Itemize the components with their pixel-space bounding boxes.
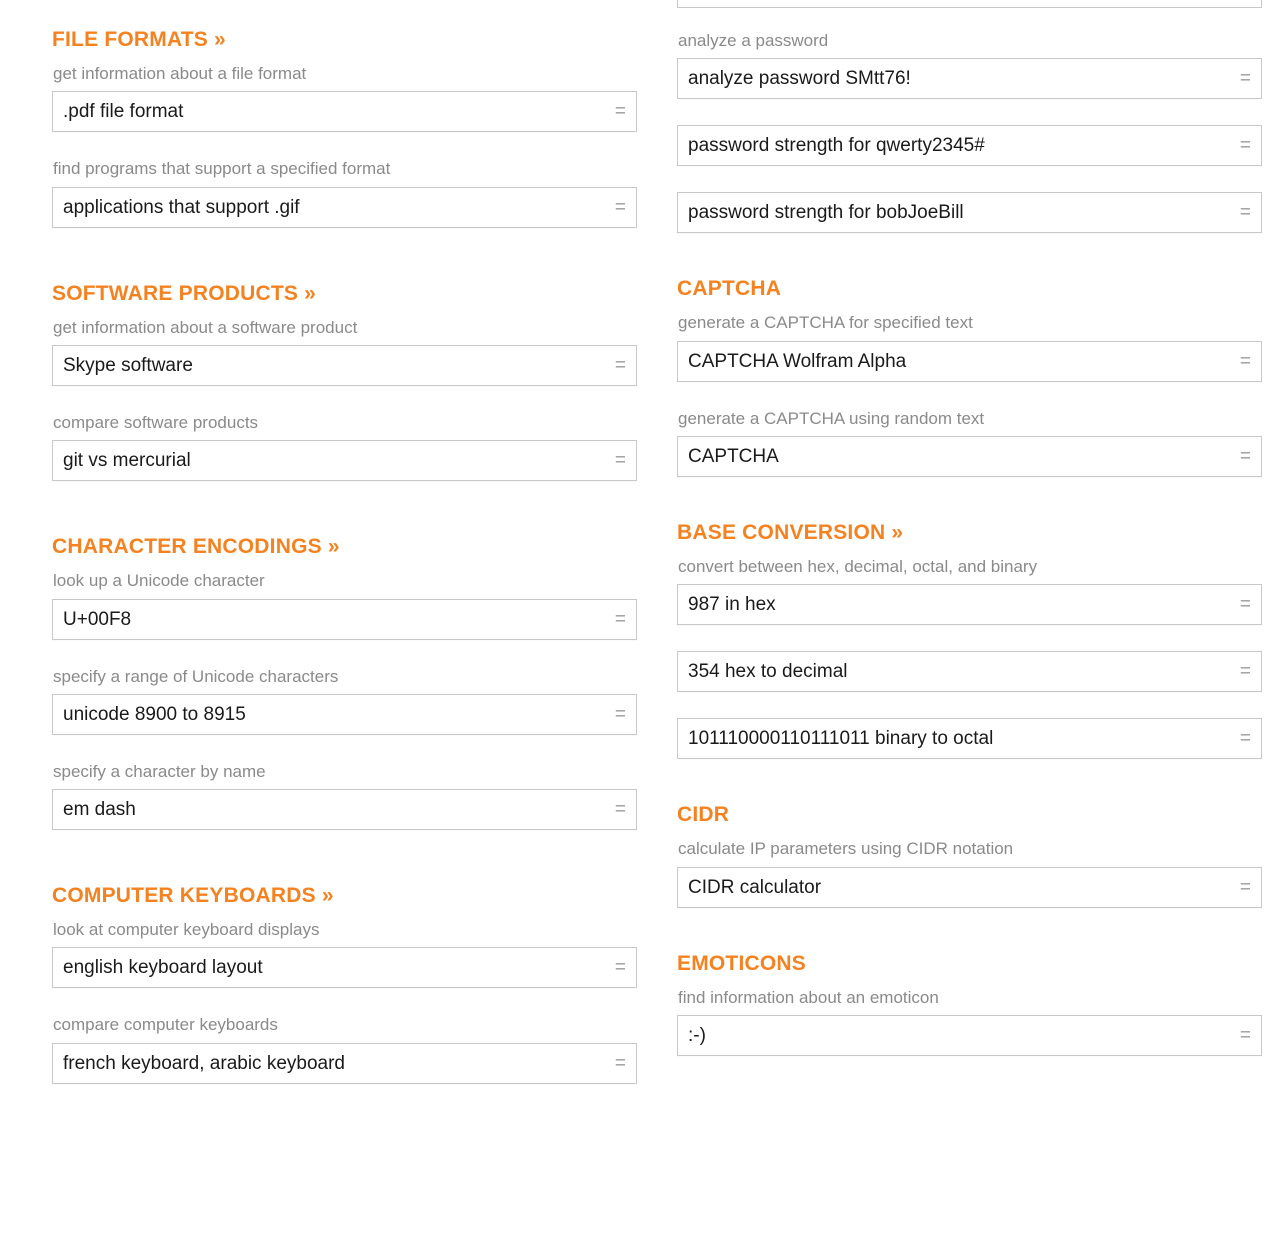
equals-handle-icon[interactable]: = xyxy=(1239,728,1251,750)
equals-handle-icon[interactable]: = xyxy=(1239,445,1251,467)
equals-handle-icon[interactable]: = xyxy=(1239,661,1251,683)
equals-handle-icon[interactable]: = xyxy=(1239,135,1251,157)
example-query-text: analyze password SMtt76! xyxy=(688,68,911,90)
example-prompt: get information about a software product xyxy=(53,317,358,337)
example-prompt: look up a Unicode character xyxy=(53,571,265,591)
section-title-text: FILE FORMATS xyxy=(52,28,208,51)
example-prompt: compare software products xyxy=(53,412,259,432)
left-column xyxy=(0,0,640,1102)
example-query-text: applications that support .gif xyxy=(63,196,300,218)
section-captcha xyxy=(677,277,1262,477)
equals-handle-icon[interactable]: = xyxy=(614,354,626,376)
example-query-box[interactable] xyxy=(52,345,637,386)
example-query-box[interactable] xyxy=(677,436,1262,477)
example-query-box[interactable] xyxy=(677,651,1262,692)
example-query-text: CIDR calculator xyxy=(688,876,822,898)
example-query-text: :-) xyxy=(688,1024,706,1046)
section-title-captcha[interactable] xyxy=(677,277,1262,300)
section-passwords xyxy=(677,30,1262,233)
section-computer-keyboards xyxy=(52,884,637,1084)
example-prompt: calculate IP parameters using CIDR notation xyxy=(678,839,1014,859)
example-prompt: look at computer keyboard displays xyxy=(53,920,320,940)
example-query-box[interactable] xyxy=(52,187,637,228)
example-query-text: 987 in hex xyxy=(688,594,776,616)
example-query-box[interactable] xyxy=(52,599,637,640)
example-prompt: analyze a password xyxy=(678,31,829,50)
section-title-emoticons[interactable] xyxy=(677,952,1262,975)
equals-handle-icon[interactable]: = xyxy=(614,450,626,472)
example-query-box-partial[interactable] xyxy=(677,0,1262,8)
section-file-formats xyxy=(52,28,637,228)
equals-handle-icon[interactable]: = xyxy=(1239,594,1251,616)
example-query-box[interactable] xyxy=(52,694,637,735)
section-title-text: EMOTICONS xyxy=(677,951,806,975)
chevron-double-right-icon: » xyxy=(327,535,340,559)
example-query-box[interactable] xyxy=(52,947,637,988)
example-query-box[interactable] xyxy=(677,867,1262,908)
example-query-text: 354 hex to decimal xyxy=(688,661,848,683)
equals-handle-icon[interactable]: = xyxy=(1239,876,1251,898)
example-query-text: password strength for bobJoeBill xyxy=(688,202,964,224)
example-prompt: get information about a file format xyxy=(53,64,307,84)
example-query-box[interactable] xyxy=(677,584,1262,625)
section-title-text: CHARACTER ENCODINGS xyxy=(52,535,322,559)
example-query-text: git vs mercurial xyxy=(63,450,191,472)
chevron-double-right-icon: » xyxy=(321,884,334,908)
equals-handle-icon[interactable]: = xyxy=(1239,68,1251,90)
section-title-file-formats[interactable] xyxy=(52,28,637,51)
example-prompt: specify a range of Unicode characters xyxy=(53,666,339,686)
example-query-box[interactable] xyxy=(677,718,1262,759)
equals-handle-icon[interactable]: = xyxy=(614,957,626,979)
section-title-text: SOFTWARE PRODUCTS xyxy=(52,281,299,305)
example-query-text: Skype software xyxy=(63,354,193,376)
example-query-box[interactable] xyxy=(52,789,637,830)
equals-handle-icon[interactable]: = xyxy=(614,799,626,821)
equals-handle-icon[interactable]: = xyxy=(614,196,626,218)
section-title-cidr[interactable] xyxy=(677,803,1262,826)
example-prompt: specify a character by name xyxy=(53,761,266,781)
section-title-base-conversion[interactable] xyxy=(677,521,1262,544)
example-query-box[interactable] xyxy=(52,440,637,481)
equals-handle-icon[interactable]: = xyxy=(1239,202,1251,224)
example-query-text: english keyboard layout xyxy=(63,957,263,979)
section-title-character-encodings[interactable] xyxy=(52,535,637,558)
chevron-double-right-icon: » xyxy=(214,28,226,51)
right-column xyxy=(640,0,1280,1102)
example-query-text: unicode 8900 to 8915 xyxy=(63,703,246,725)
example-query-box[interactable] xyxy=(52,1043,637,1084)
example-prompt: compare computer keyboards xyxy=(53,1015,278,1035)
section-title-text: BASE CONVERSION xyxy=(677,520,886,544)
section-title-text: CIDR xyxy=(677,803,730,827)
example-query-box[interactable] xyxy=(677,1015,1262,1056)
example-query-text: CAPTCHA xyxy=(688,445,779,467)
example-prompt: find information about an emoticon xyxy=(678,987,939,1007)
example-query-box[interactable] xyxy=(677,192,1262,233)
section-title-text: COMPUTER KEYBOARDS xyxy=(52,884,316,908)
example-query-text: em dash xyxy=(63,799,136,821)
example-query-box[interactable] xyxy=(677,341,1262,382)
chevron-double-right-icon: » xyxy=(304,281,317,305)
section-title-software-products[interactable] xyxy=(52,282,637,305)
example-query-box[interactable] xyxy=(677,125,1262,166)
example-query-text: password strength for qwerty2345# xyxy=(688,135,985,157)
example-query-box[interactable] xyxy=(677,58,1262,99)
example-query-text: 101110000110111011 binary to octal xyxy=(688,728,994,750)
equals-handle-icon[interactable]: = xyxy=(614,101,626,123)
equals-handle-icon[interactable]: = xyxy=(614,608,626,630)
example-query-text: .pdf file format xyxy=(63,101,184,123)
equals-handle-icon[interactable]: = xyxy=(1239,350,1251,372)
example-query-box[interactable] xyxy=(52,91,637,132)
example-query-text: U+00F8 xyxy=(63,608,132,630)
section-title-computer-keyboards[interactable] xyxy=(52,884,637,907)
chevron-double-right-icon: » xyxy=(891,520,904,544)
example-query-text: french keyboard, arabic keyboard xyxy=(63,1052,345,1074)
section-emoticons xyxy=(677,952,1262,1056)
equals-handle-icon[interactable]: = xyxy=(614,1052,626,1074)
section-software-products xyxy=(52,282,637,482)
section-title-text: CAPTCHA xyxy=(677,277,782,301)
example-prompt: generate a CAPTCHA using random text xyxy=(678,408,985,428)
equals-handle-icon[interactable]: = xyxy=(1239,1024,1251,1046)
equals-handle-icon[interactable]: = xyxy=(614,703,626,725)
example-prompt: generate a CAPTCHA for specified text xyxy=(678,313,973,333)
example-prompt: convert between hex, decimal, octal, and binary xyxy=(678,556,1038,576)
example-query-text: CAPTCHA Wolfram Alpha xyxy=(688,350,907,372)
example-prompt: find programs that support a specified format xyxy=(53,159,391,179)
section-cidr xyxy=(677,803,1262,907)
section-base-conversion xyxy=(677,521,1262,759)
section-character-encodings xyxy=(52,535,637,830)
